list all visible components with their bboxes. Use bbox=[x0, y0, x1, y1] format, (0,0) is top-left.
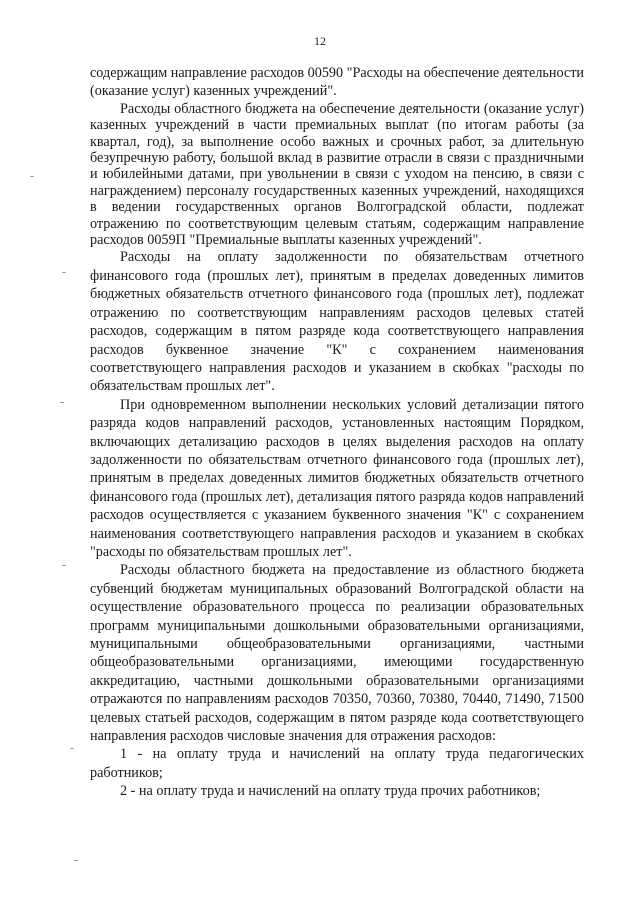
paragraph-bonus-payments: Расходы областного бюджета на обеспечение деятельности (оказание услуг) казенных учреждений в части премиальных выплат (по итогам работы (за квартал, год), за выполнение особо важных и срочных работ, за длительную безупречную работу, большой вклад в развитие отрасли в связи с праздничными и юбилейными датами, при увольнении в связи с уходом на пенсию, в связи с награждением) персоналу государственных казенных учреждений, находящихся в ведении государственных органов Волгоградской области, подлежат отражению по соответствующим целевым статьям, содержащим направление расходов 0059П "Премиальные выплаты казенных учреждений". bbox=[90, 100, 584, 249]
paragraph-continuation: содержащим направление расходов 00590 "Расходы на обеспечение деятельности (оказание услуг) казенных учреждений". bbox=[90, 65, 584, 100]
scan-mark bbox=[74, 860, 78, 861]
list-item-1: 1 - на оплату труда и начислений на оплату труда педагогических работников; bbox=[90, 746, 584, 781]
scan-mark bbox=[60, 402, 64, 403]
paragraph-fifth-digit-detail: При одновременном выполнении нескольких условий детализации пятого разряда кодов направлений расходов, установленных настоящим Порядком, включающих детализацию расходов в целях выделения расходов на оплату задолженности по обязательствам отчетного финансового года (прошлых лет), принятым в пределах доведенных лимитов бюджетных обязательств отчетного финансового года (прошлых лет), детализация пятого разряда кодов направлений расходов осуществляется с указанием буквенного значения "К" с сохранением наименования соответствующего направления расходов и указанием в скобках "расходы по обязательствам прошлых лет". bbox=[90, 396, 584, 560]
page-number: 12 bbox=[314, 34, 326, 48]
paragraph-prior-year-debt: Расходы на оплату задолженности по обязательствам отчетного финансового года (прошлых лет), принятым в пределах доведенных лимитов бюджетных обязательств отчетного финансового года (прошлых лет), подлежат отражению по соответствующим направлениям расходов целевых статей расходов, содержащим в пятом разряде кода соответствующего направления расходов буквенное значение "К" с сохранением наименования соответствующего направления расходов и указанием в скобках "расходы по обязательствам прошлых лет". bbox=[90, 249, 584, 395]
scan-mark bbox=[70, 748, 74, 749]
scan-mark bbox=[62, 272, 66, 273]
scan-mark bbox=[62, 565, 66, 566]
paragraph-education-subventions: Расходы областного бюджета на предоставление из областного бюджета субвенций бюджетам муниципальных образований Волгоградской области на осуществление образовательного процесса по реализации образовательных программ муниципальными дошкольными образовательными организациями, муниципальными общеобразовательными организациями, частными общеобразовательными организациями, имеющими государственную аккредитацию, частными дошкольными образовательными организациями отражаются по направлениям расходов 70350, 70360, 70380, 70440, 71490, 71500 целевых статьей расходов, содержащим в пятом разряде кода соответствующего направления расходов числовые значения для отражения расходов: bbox=[90, 562, 584, 745]
scan-mark bbox=[30, 176, 34, 177]
list-item-2: 2 - на оплату труда и начислений на оплату труда прочих работников; bbox=[120, 783, 541, 800]
document-body bbox=[90, 64, 584, 801]
